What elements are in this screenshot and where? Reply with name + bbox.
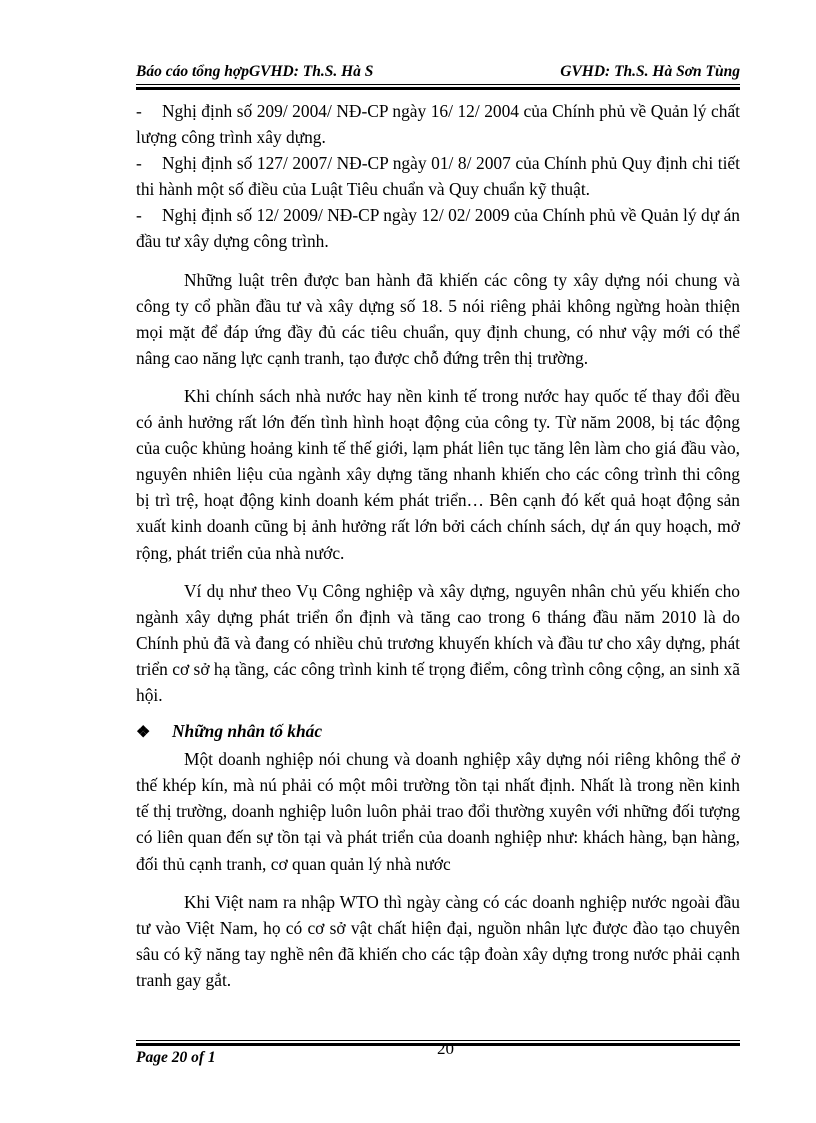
bullet-dash: - — [136, 153, 142, 174]
bullet-item — [136, 202, 740, 254]
header-rule-thick — [136, 87, 740, 90]
page-header — [136, 60, 740, 84]
paragraph: Ví dụ như theo Vụ Công nghiệp và xây dựng, nguyên nhân chủ yếu khiến cho ngành xây dựng phát triển ổn định và tăng cao trong 6 tháng đầu năm 2010 là do Chính phủ đã và đang có nhiều chủ trương khuyến khích và đầu tư cho xây dựng, phát triển cơ sở hạ tầng, các công trình kinh tế trọng điểm, công trình công cộng, an sinh xã hội. — [136, 580, 740, 705]
header-right-text: GVHD: Th.S. Hà Sơn Tùng — [560, 63, 740, 80]
bullet-item — [136, 98, 740, 150]
paragraph: Khi chính sách nhà nước hay nền kinh tế trong nước hay quốc tế thay đổi đều có ảnh hưởng rất lớn đến tình hình hoạt động của công ty. Từ năm 2008, bị tác động của cuộc khủng hoảng kinh tế thế giới, lạm phát liên tục tăng lên làm cho giá đầu vào, nguyên nhiên liệu của ngành xây dựng tăng nhanh khiến cho các công trình thi công bị trì trệ, hoạt động kinh doanh kém phát triển… Bên cạnh đó kết quả hoạt động sản xuất kinh doanh cũng bị ảnh hưởng rất lớn bởi cách chính sách, dự án quy hoạch, mở rộng, phát triển của nhà nước. — [136, 385, 740, 563]
bullet-text: Nghị định số 127/ 2007/ NĐ-CP ngày 01/ 8/ 2007 của Chính phủ Quy định chi tiết thi hành một số điều của Luật Tiêu chuẩn và Quy chuẩn kỹ thuật. — [136, 153, 740, 200]
paragraph: Những luật trên được ban hành đã khiến các công ty xây dựng nói chung và công ty cổ phần đầu tư và xây dựng số 18. 5 nói riêng phải không ngừng hoàn thiện mọi mặt để đáp ứng đầy đủ các tiêu chuẩn, quy định chung, có như vậy mới có thể nâng cao năng lực cạnh tranh, tạo được chỗ đứng trên thị trường. — [136, 269, 740, 368]
paragraph: Khi Việt nam ra nhập WTO thì ngày càng có các doanh nghiệp nước ngoài đầu tư vào Việt Nam, họ có cơ sở vật chất hiện đại, nguồn nhân lực được đào tạo chuyên sâu có kỹ năng tay nghề nên đã khiến cho các tập đoàn xây dựng trong nước phải cạnh tranh gay gắt. — [136, 891, 740, 990]
page-footer — [136, 1039, 740, 1073]
paragraph: Một doanh nghiệp nói chung và doanh nghiệp xây dựng nói riêng không thể ở thế khép kín, mà nú phải có một môi trường tồn tại nhất định. Nhất là trong nền kinh tế thị trường, doanh nghiệp luôn luôn phải trao đổi thường xuyên với những đối tượng có liên quan đến sự tồn tại và phát triển của doanh nghiệp như: khách hàng, bạn hàng, đối thủ cạnh tranh, cơ quan quản lý nhà nước — [136, 749, 740, 874]
footer-page-label: Page 20 of 1 — [136, 1049, 216, 1066]
section-heading — [136, 718, 740, 746]
bullet-text: Nghị định số 209/ 2004/ NĐ-CP ngày 16/ 12/ 2004 của Chính phủ về Quản lý chất lượng công trình xây dựng. — [136, 101, 740, 148]
header-rule-thin — [136, 84, 740, 85]
diamond-bullet-icon: ❖ — [136, 724, 151, 742]
section-heading-title: Những nhân tố khác — [172, 721, 323, 742]
header-left-text: Báo cáo tổng hợpGVHD: Th.S. Hà S — [136, 63, 374, 80]
bullet-dash: - — [136, 205, 142, 226]
bullet-item — [136, 150, 740, 202]
bullet-text: Nghị định số 12/ 2009/ NĐ-CP ngày 12/ 02/ 2009 của Chính phủ về Quản lý dự án đầu tư xây dựng công trình. — [136, 205, 740, 252]
footer-page-number: 20 — [437, 1039, 454, 1058]
bullet-dash: - — [136, 101, 142, 121]
document-body — [136, 98, 740, 993]
